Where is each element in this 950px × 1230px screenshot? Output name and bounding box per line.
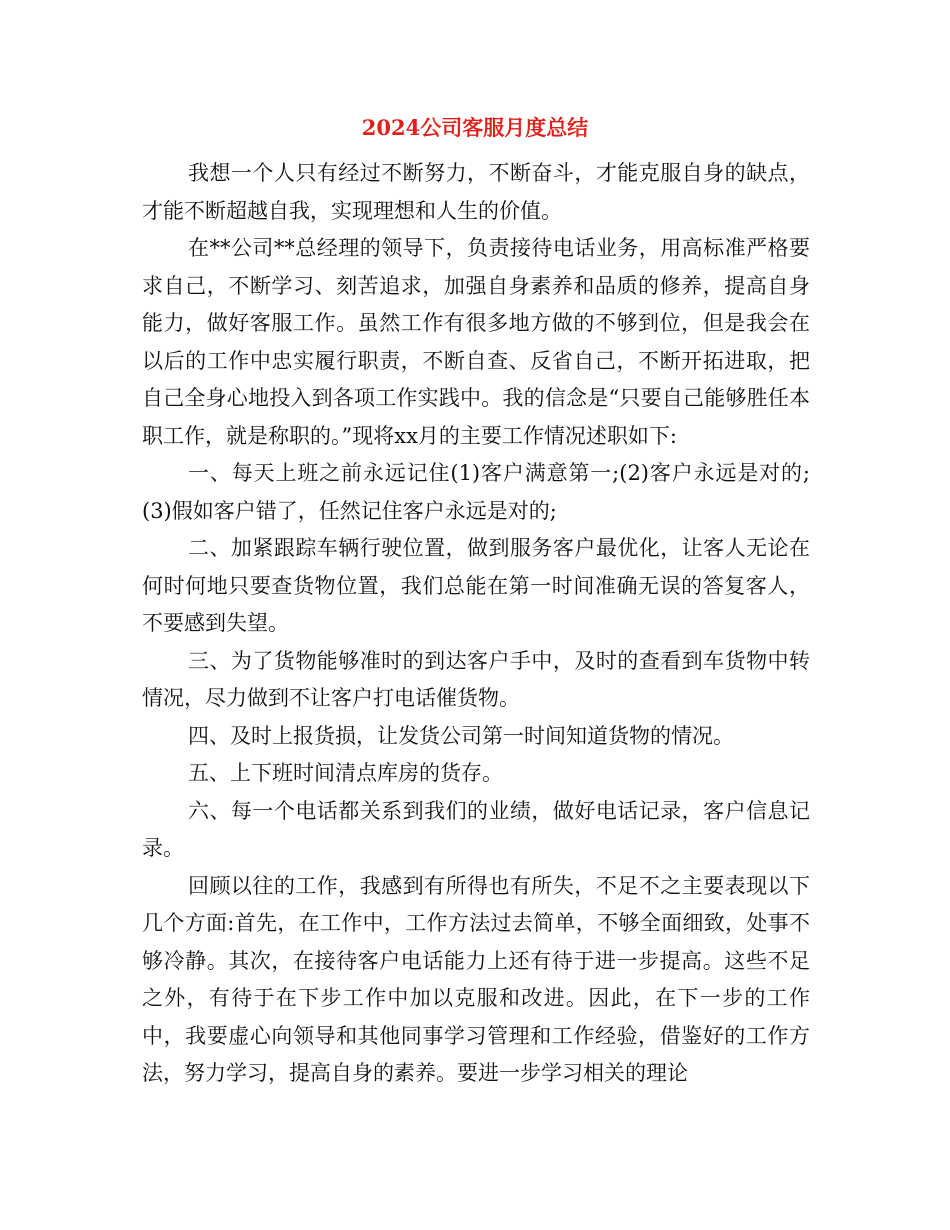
paragraph-role: 在**公司**总经理的领导下，负责接待电话业务，用高标准严格要求自己，不断学习、刻苦追求，加强自身素养和品质的修养，提高自身能力，做好客服工作。虽然工作有很多地方做的不够到位，但是我会在以后的工作中忠实履行职责，不断自查、反省自己，不断开拓进取，把自己全身心地投入到各项工作实践中。我的信念是“只要自己能够胜任本职工作，就是称职的。”现将xx月的主要工作情况述职如下: xyxy=(142,236,810,448)
document-body xyxy=(142,155,810,1093)
paragraph-item-2: 二、加紧跟踪车辆行驶位置，做到服务客户最优化，让客人无论在何时何地只要查货物位置，我们总能在第一时间准确无误的答复客人，不要感到失望。 xyxy=(142,536,810,635)
paragraph-item-3: 三、为了货物能够准时的到达客户手中，及时的查看到车货物中转情况，尽力做到不让客户打电话催货物。 xyxy=(142,648,810,710)
paragraph-item-1: 一、每天上班之前永远记住(1)客户满意第一;(2)客户永远是对的;(3)假如客户错了，任然记住客户永远是对的; xyxy=(142,461,810,523)
document-title: 2024公司客服月度总结 xyxy=(361,115,589,140)
paragraph-item-6: 六、每一个电话都关系到我们的业绩，做好电话记录，客户信息记录。 xyxy=(142,798,810,860)
paragraph-item-5: 五、上下班时间清点库房的货存。 xyxy=(188,761,503,785)
paragraph-review: 回顾以往的工作，我感到有所得也有所失，不足不之主要表现以下几个方面:首先，在工作中，工作方法过去简单，不够全面细致，处事不够冷静。其次，在接待客户电话能力上还有待于进一步提高。这些不足之外，有待于在下步工作中加以克服和改进。因此，在下一步的工作中，我要虚心向领导和其他同事学习管理和工作经验，借鉴好的工作方法，努力学习，提高自身的素养。要进一步学习相关的理论 xyxy=(142,873,810,1085)
paragraph-item-4: 四、及时上报货损，让发货公司第一时间知道货物的情况。 xyxy=(188,723,734,748)
paragraph-intro: 我想一个人只有经过不断努力，不断奋斗，才能克服自身的缺点，才能不断超越自我，实现理想和人生的价值。 xyxy=(142,161,810,223)
